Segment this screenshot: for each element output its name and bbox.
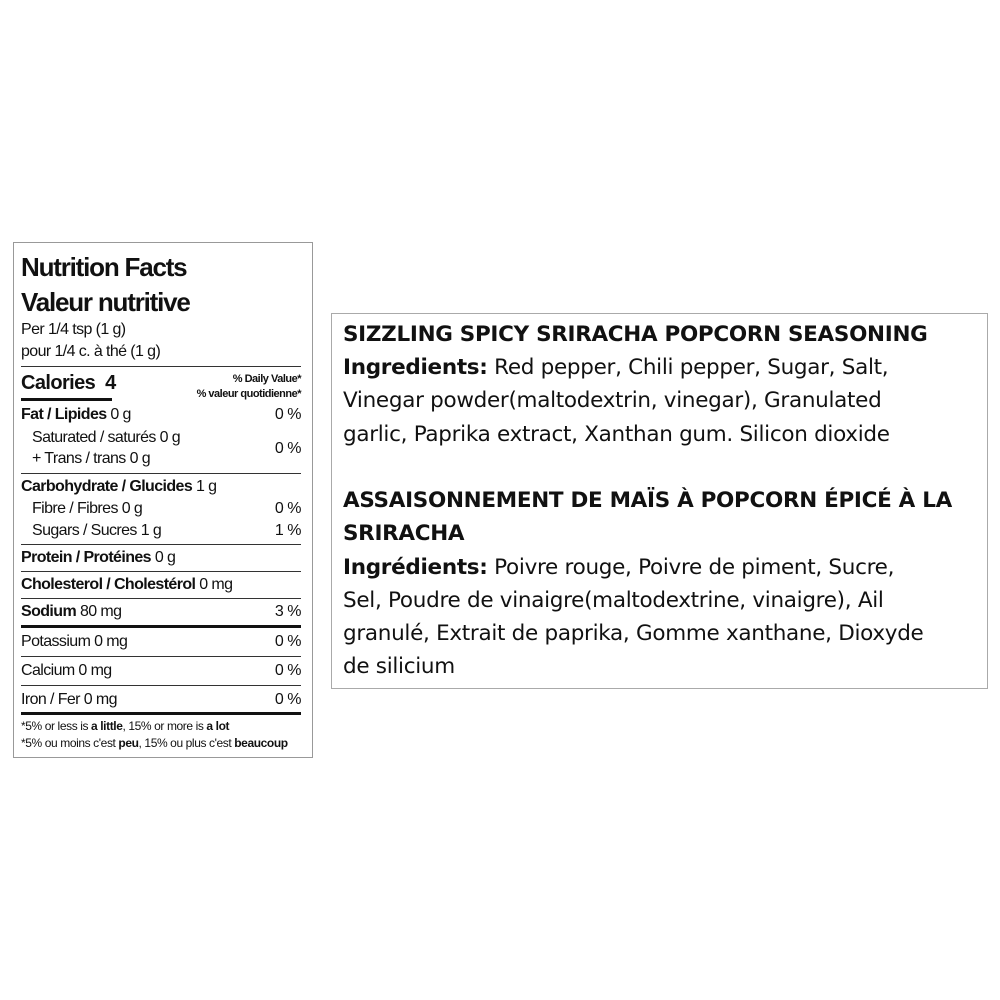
divider: [21, 544, 301, 545]
sodium-dv: 3 %: [274, 603, 301, 620]
sugars-row: Sugars / Sucres 1 g: [32, 522, 162, 539]
footnote-en: *5% or less is a little, 15% or more is a lot: [21, 719, 230, 733]
sugars-dv: 1 %: [274, 522, 301, 539]
fat-row: Fat / Lipides 0 g: [21, 406, 131, 423]
fat-dv: 0 %: [274, 406, 301, 423]
ingredients-fr-line: Sel, Poudre de vinaigre(maltodextrine, vinaigre), Ail: [343, 588, 884, 613]
dv-fr: % valeur quotidienne*: [196, 388, 301, 400]
calcium-row: Calcium 0 mg: [21, 662, 112, 679]
product-title-en: SIZZLING SPICY SRIRACHA POPCORN SEASONING: [343, 322, 928, 347]
title-en: Nutrition Facts: [21, 252, 187, 282]
serving-en: Per 1/4 tsp (1 g): [21, 321, 126, 338]
divider: [21, 598, 301, 599]
ingredients-en-line: garlic, Paprika extract, Xanthan gum. Silicon dioxide: [343, 422, 890, 447]
sat-trans-dv: 0 %: [274, 440, 301, 457]
footnote-fr: *5% ou moins c'est peu, 15% ou plus c'est beaucoup: [21, 736, 288, 750]
serving-fr: pour 1/4 c. à thé (1 g): [21, 343, 161, 360]
potassium-dv: 0 %: [274, 633, 301, 650]
ingredients-panel: [331, 313, 988, 689]
title-fr: Valeur nutritive: [21, 287, 190, 317]
sodium-row: Sodium 80 mg: [21, 603, 122, 620]
product-title-fr: ASSAISONNEMENT DE MAÏS À POPCORN ÉPICÉ À LA: [343, 488, 952, 513]
ingredients-fr-line: Ingrédients: Poivre rouge, Poivre de piment, Sucre,: [343, 555, 895, 580]
iron-row: Iron / Fer 0 mg: [21, 691, 117, 708]
divider-thick: [21, 712, 301, 715]
divider: [21, 656, 301, 657]
product-title-fr: SRIRACHA: [343, 521, 465, 546]
nutrition-facts-table: [13, 242, 313, 758]
divider-thick: [21, 625, 301, 628]
calories-underline: [21, 398, 112, 401]
dv-en: % Daily Value*: [232, 373, 301, 385]
divider: [21, 366, 301, 367]
divider: [21, 685, 301, 686]
saturated-row: Saturated / saturés 0 g: [32, 429, 181, 446]
divider: [21, 473, 301, 474]
ingredients-en-line: Vinegar powder(maltodextrin, vinegar), Granulated: [343, 388, 882, 413]
divider: [21, 571, 301, 572]
calories: Calories 4: [21, 372, 116, 394]
ingredients-fr-line: granulé, Extrait de paprika, Gomme xanthane, Dioxyde: [343, 621, 924, 646]
ingredients-fr-line: de silicium: [343, 654, 455, 679]
protein-row: Protein / Protéines 0 g: [21, 549, 176, 566]
ingredients-en-line: Ingredients: Red pepper, Chili pepper, Sugar, Salt,: [343, 355, 889, 380]
calcium-dv: 0 %: [274, 662, 301, 679]
potassium-row: Potassium 0 mg: [21, 633, 128, 650]
fibre-row: Fibre / Fibres 0 g: [32, 500, 143, 517]
iron-dv: 0 %: [274, 691, 301, 708]
fibre-dv: 0 %: [274, 500, 301, 517]
trans-row: + Trans / trans 0 g: [32, 450, 151, 467]
cholesterol-row: Cholesterol / Cholestérol 0 mg: [21, 576, 233, 593]
carb-row: Carbohydrate / Glucides 1 g: [21, 478, 217, 495]
